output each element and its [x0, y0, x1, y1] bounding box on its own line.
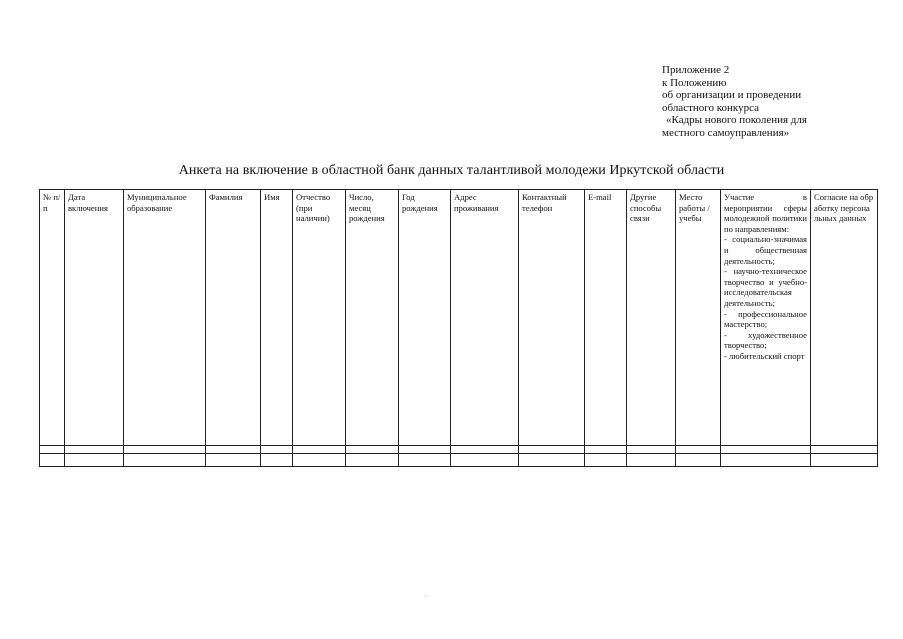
table-cell[interactable]	[721, 446, 811, 454]
table-cell[interactable]	[721, 454, 811, 467]
scan-artifact	[425, 596, 426, 597]
header-consent: Согласие на обработку персональных данных	[811, 190, 878, 446]
appendix-line: областного конкурса	[662, 101, 760, 114]
appendix-line: Приложение 2	[662, 64, 730, 76]
header-row	[40, 190, 878, 446]
questionnaire-table	[39, 189, 878, 467]
table-cell[interactable]	[676, 454, 721, 467]
table-cell[interactable]	[811, 446, 878, 454]
appendix-line: местного самоуправления»	[662, 126, 790, 139]
table-cell[interactable]	[451, 454, 519, 467]
table-cell[interactable]	[519, 454, 585, 467]
table-cell[interactable]	[346, 454, 399, 467]
table-cell[interactable]	[519, 446, 585, 454]
header-name: Имя	[261, 190, 293, 446]
table-cell[interactable]	[399, 446, 451, 454]
table-cell[interactable]	[627, 454, 676, 467]
table-cell[interactable]	[585, 446, 627, 454]
table-cell[interactable]	[811, 454, 878, 467]
appendix-line: «Кадры нового поколения для	[666, 114, 807, 127]
header-email: E-mail	[585, 190, 627, 446]
participation-item: - научно-техническое творчество и учебно-исследовательская деятельность;	[724, 266, 807, 308]
participation-item: - социально-значимая и общественная деятельность;	[724, 234, 807, 266]
table-cell[interactable]	[261, 446, 293, 454]
table-row	[40, 446, 878, 454]
header-patronymic: Отчество (при наличии)	[293, 190, 346, 446]
header-work: Место работы / учебы	[676, 190, 721, 446]
table-row	[40, 454, 878, 467]
header-birth-day: Число, месяц рождения	[346, 190, 399, 446]
appendix-line: к Положению	[662, 76, 727, 89]
appendix-line: об организации и проведении	[662, 89, 802, 102]
participation-item: - художественное творчество;	[724, 329, 807, 351]
header-birth-year: Год рождения	[399, 190, 451, 446]
appendix-note	[662, 64, 862, 140]
header-surname: Фамилия	[206, 190, 261, 446]
participation-item: - профессиональное мастерство;	[724, 308, 807, 330]
participation-intro: Участие в мероприятии сферы молодежной политики по направлениям:	[724, 192, 807, 234]
header-participation	[721, 190, 811, 446]
table-cell[interactable]	[124, 454, 206, 467]
header-phone: Контактный телефон	[519, 190, 585, 446]
document-title: Анкета на включение в областной банк данных талантливой молодежи Иркутской области	[178, 163, 725, 178]
table-cell[interactable]	[293, 454, 346, 467]
table-cell[interactable]	[124, 446, 206, 454]
table-cell[interactable]	[399, 454, 451, 467]
table-cell[interactable]	[585, 454, 627, 467]
table-cell[interactable]	[65, 454, 124, 467]
table-cell[interactable]	[627, 446, 676, 454]
table-cell[interactable]	[206, 446, 261, 454]
table-cell[interactable]	[676, 446, 721, 454]
table-cell[interactable]	[451, 446, 519, 454]
header-other-contacts: Другие способы связи	[627, 190, 676, 446]
table-cell[interactable]	[40, 454, 65, 467]
table-cell[interactable]	[65, 446, 124, 454]
table-cell[interactable]	[293, 446, 346, 454]
header-address: Адрес проживания	[451, 190, 519, 446]
table-cell[interactable]	[346, 446, 399, 454]
table-cell[interactable]	[261, 454, 293, 467]
table-cell[interactable]	[206, 454, 261, 467]
table-cell[interactable]	[40, 446, 65, 454]
header-date: Дата включения	[65, 190, 124, 446]
header-num: № п/п	[40, 190, 65, 446]
header-municipality: Муниципальное образование	[124, 190, 206, 446]
participation-item: - любительский спорт	[724, 350, 805, 361]
